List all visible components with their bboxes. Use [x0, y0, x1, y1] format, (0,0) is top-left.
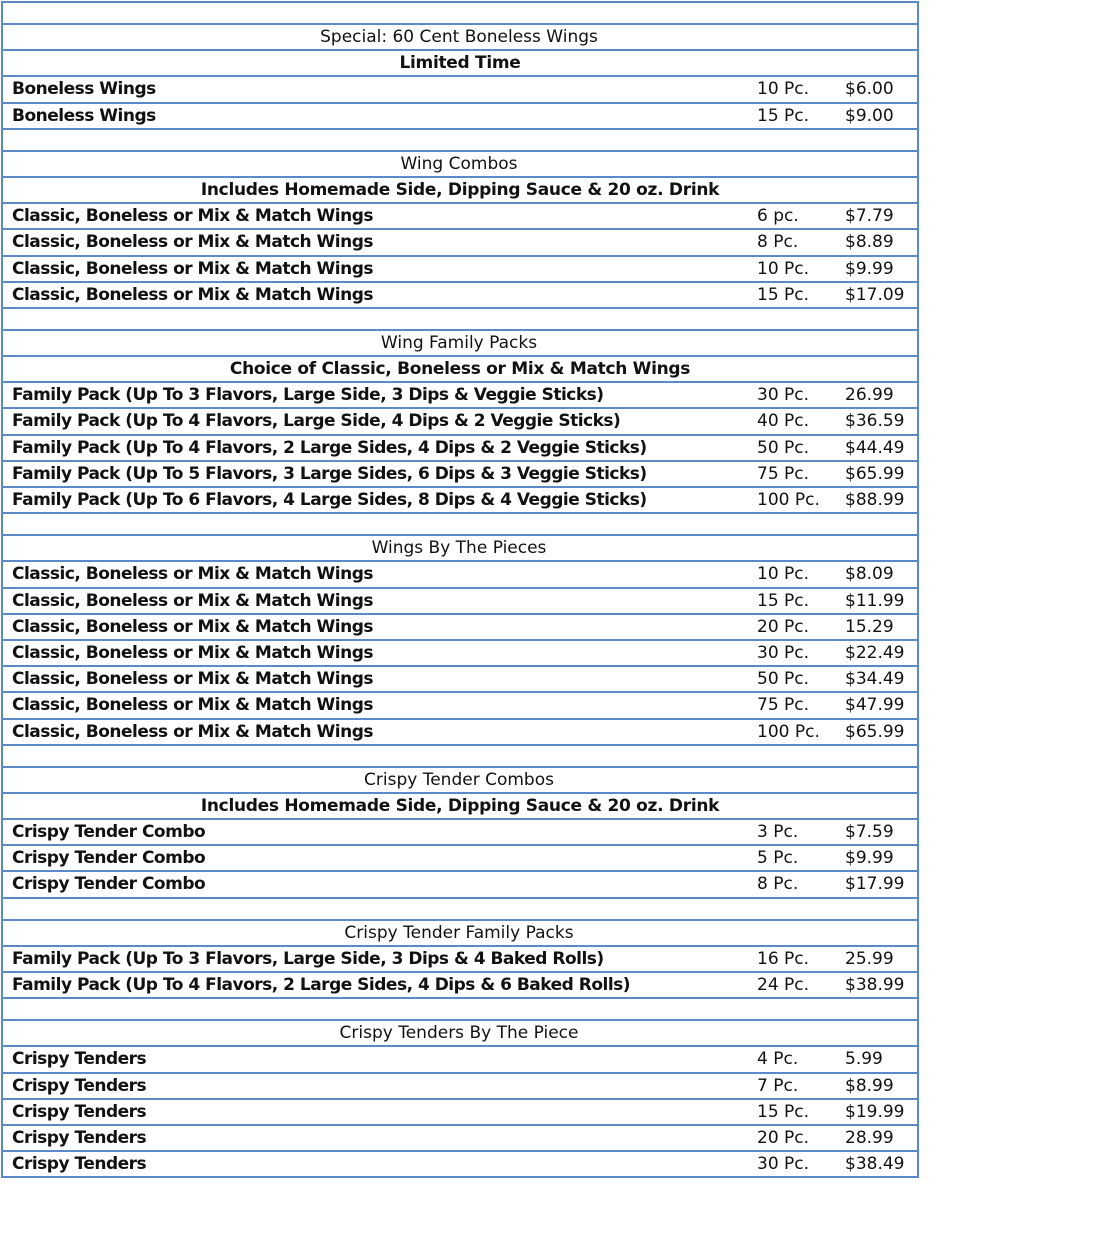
- item-quantity: 15 Pc.: [757, 284, 810, 305]
- item-price: $17.09: [845, 284, 905, 305]
- item-name: Classic, Boneless or Mix & Match Wings: [12, 206, 374, 227]
- section-subtitle: Includes Homemade Side, Dipping Sauce & 20 oz. Drink: [3, 178, 917, 204]
- item-price: 28.99: [845, 1127, 894, 1148]
- item-name: Crispy Tenders: [12, 1127, 147, 1148]
- item-quantity: 50 Pc.: [757, 669, 810, 690]
- menu-item-row: [3, 615, 917, 641]
- item-name: Family Pack (Up To 4 Flavors, 2 Large Sides, 4 Dips & 6 Baked Rolls): [12, 975, 631, 995]
- menu-item-row: [3, 641, 917, 667]
- item-price: 15.29: [845, 616, 894, 637]
- item-price: $19.99: [845, 1101, 905, 1122]
- item-price: 26.99: [845, 385, 894, 406]
- menu-item-row: [3, 562, 917, 588]
- item-name: Classic, Boneless or Mix & Match Wings: [12, 695, 374, 716]
- item-quantity: 15 Pc.: [757, 1101, 810, 1122]
- menu-item-row: [3, 204, 917, 230]
- item-quantity: 5 Pc.: [757, 848, 799, 869]
- section-title: Crispy Tender Family Packs: [3, 921, 917, 947]
- section-title: Wing Combos: [3, 152, 917, 178]
- item-name: Classic, Boneless or Mix & Match Wings: [12, 721, 374, 742]
- item-price: $8.89: [845, 232, 894, 253]
- item-price: $65.99: [845, 721, 905, 742]
- menu-item-row: [3, 77, 917, 103]
- item-name: Family Pack (Up To 6 Flavors, 4 Large Sides, 8 Dips & 4 Veggie Sticks): [12, 490, 647, 510]
- menu-item-row: [3, 947, 917, 973]
- item-price: $9.00: [845, 105, 894, 126]
- item-quantity: 100 Pc.: [757, 490, 820, 510]
- item-quantity: 10 Pc.: [757, 258, 810, 279]
- item-price: $36.59: [845, 411, 905, 432]
- menu-item-row: [3, 104, 917, 130]
- item-name: Classic, Boneless or Mix & Match Wings: [12, 616, 374, 637]
- item-quantity: 10 Pc.: [757, 564, 810, 585]
- section-subtitle: Limited Time: [3, 51, 917, 77]
- section-spacer: [3, 514, 917, 536]
- section-title: Special: 60 Cent Boneless Wings: [3, 25, 917, 51]
- item-quantity: 8 Pc.: [757, 232, 799, 253]
- item-price: $88.99: [845, 490, 905, 510]
- menu-item-row: [3, 1152, 917, 1178]
- item-price: $34.49: [845, 669, 905, 690]
- menu-item-row: [3, 1047, 917, 1073]
- item-price: $7.59: [845, 822, 894, 843]
- item-price: $17.99: [845, 874, 905, 895]
- menu-item-row: [3, 820, 917, 846]
- item-price: $9.99: [845, 258, 894, 279]
- item-name: Classic, Boneless or Mix & Match Wings: [12, 232, 374, 253]
- item-price: $8.09: [845, 564, 894, 585]
- item-name: Crispy Tenders: [12, 1101, 147, 1122]
- item-name: Family Pack (Up To 3 Flavors, Large Side, 3 Dips & 4 Baked Rolls): [12, 948, 604, 969]
- menu-item-row: [3, 409, 917, 435]
- item-price: 25.99: [845, 948, 894, 969]
- item-price: $44.49: [845, 437, 905, 458]
- item-name: Crispy Tenders: [12, 1154, 147, 1175]
- item-name: Boneless Wings: [12, 105, 156, 126]
- item-quantity: 10 Pc.: [757, 79, 810, 100]
- item-quantity: 15 Pc.: [757, 105, 810, 126]
- section-title: Crispy Tenders By The Piece: [3, 1021, 917, 1047]
- item-name: Classic, Boneless or Mix & Match Wings: [12, 564, 374, 585]
- section-spacer: [3, 899, 917, 921]
- item-price: $8.99: [845, 1075, 894, 1096]
- menu-item-row: [3, 230, 917, 256]
- item-quantity: 100 Pc.: [757, 721, 820, 742]
- section-subtitle: Choice of Classic, Boneless or Mix & Match Wings: [3, 357, 917, 383]
- section-spacer: [3, 999, 917, 1021]
- item-quantity: 30 Pc.: [757, 385, 810, 406]
- item-quantity: 75 Pc.: [757, 463, 810, 484]
- menu-item-row: [3, 693, 917, 719]
- item-quantity: 7 Pc.: [757, 1075, 799, 1096]
- menu-item-row: [3, 667, 917, 693]
- menu-item-row: [3, 872, 917, 898]
- item-quantity: 50 Pc.: [757, 437, 810, 458]
- item-price: $38.49: [845, 1154, 905, 1175]
- item-price: $65.99: [845, 463, 905, 484]
- menu-item-row: [3, 720, 917, 746]
- menu-item-row: [3, 1074, 917, 1100]
- item-quantity: 20 Pc.: [757, 616, 810, 637]
- section-spacer: [3, 3, 917, 25]
- item-quantity: 3 Pc.: [757, 822, 799, 843]
- item-price: $38.99: [845, 975, 905, 995]
- item-name: Classic, Boneless or Mix & Match Wings: [12, 284, 374, 305]
- item-name: Classic, Boneless or Mix & Match Wings: [12, 669, 374, 690]
- item-quantity: 4 Pc.: [757, 1049, 799, 1070]
- menu-item-row: [3, 462, 917, 488]
- item-name: Family Pack (Up To 3 Flavors, Large Side, 3 Dips & Veggie Sticks): [12, 385, 604, 406]
- item-quantity: 30 Pc.: [757, 1154, 810, 1175]
- section-title: Wings By The Pieces: [3, 536, 917, 562]
- menu-item-row: [3, 589, 917, 615]
- item-name: Crispy Tenders: [12, 1075, 147, 1096]
- item-quantity: 40 Pc.: [757, 411, 810, 432]
- section-spacer: [3, 309, 917, 331]
- item-name: Crispy Tenders: [12, 1049, 147, 1070]
- item-name: Boneless Wings: [12, 79, 156, 100]
- item-price: $47.99: [845, 695, 905, 716]
- section-spacer: [3, 746, 917, 768]
- item-name: Family Pack (Up To 5 Flavors, 3 Large Sides, 6 Dips & 3 Veggie Sticks): [12, 463, 647, 484]
- item-name: Family Pack (Up To 4 Flavors, 2 Large Sides, 4 Dips & 2 Veggie Sticks): [12, 437, 647, 458]
- section-spacer: [3, 130, 917, 152]
- item-price: $9.99: [845, 848, 894, 869]
- item-price: 5.99: [845, 1049, 883, 1070]
- item-name: Classic, Boneless or Mix & Match Wings: [12, 642, 374, 663]
- item-quantity: 6 pc.: [757, 206, 799, 227]
- item-quantity: 30 Pc.: [757, 642, 810, 663]
- menu-item-row: [3, 257, 917, 283]
- section-title: Crispy Tender Combos: [3, 768, 917, 794]
- item-name: Family Pack (Up To 4 Flavors, Large Side, 4 Dips & 2 Veggie Sticks): [12, 411, 621, 432]
- menu-item-row: [3, 283, 917, 309]
- item-quantity: 24 Pc.: [757, 975, 810, 995]
- menu-item-row: [3, 846, 917, 872]
- menu-item-row: [3, 1100, 917, 1126]
- item-name: Crispy Tender Combo: [12, 874, 206, 895]
- menu-item-row: [3, 488, 917, 514]
- item-price: $22.49: [845, 642, 905, 663]
- section-subtitle: Includes Homemade Side, Dipping Sauce & 20 oz. Drink: [3, 794, 917, 820]
- item-quantity: 16 Pc.: [757, 948, 810, 969]
- menu-item-row: [3, 973, 917, 999]
- menu-item-row: [3, 383, 917, 409]
- menu-item-row: [3, 436, 917, 462]
- item-quantity: 8 Pc.: [757, 874, 799, 895]
- menu-item-row: [3, 1126, 917, 1152]
- section-title: Wing Family Packs: [3, 331, 917, 357]
- item-quantity: 20 Pc.: [757, 1127, 810, 1148]
- item-quantity: 15 Pc.: [757, 590, 810, 611]
- item-quantity: 75 Pc.: [757, 695, 810, 716]
- item-name: Crispy Tender Combo: [12, 822, 206, 843]
- item-price: $6.00: [845, 79, 894, 100]
- item-price: $7.79: [845, 206, 894, 227]
- item-name: Classic, Boneless or Mix & Match Wings: [12, 590, 374, 611]
- item-name: Classic, Boneless or Mix & Match Wings: [12, 258, 374, 279]
- menu-table: [1, 1, 919, 1178]
- item-price: $11.99: [845, 590, 905, 611]
- item-name: Crispy Tender Combo: [12, 848, 206, 869]
